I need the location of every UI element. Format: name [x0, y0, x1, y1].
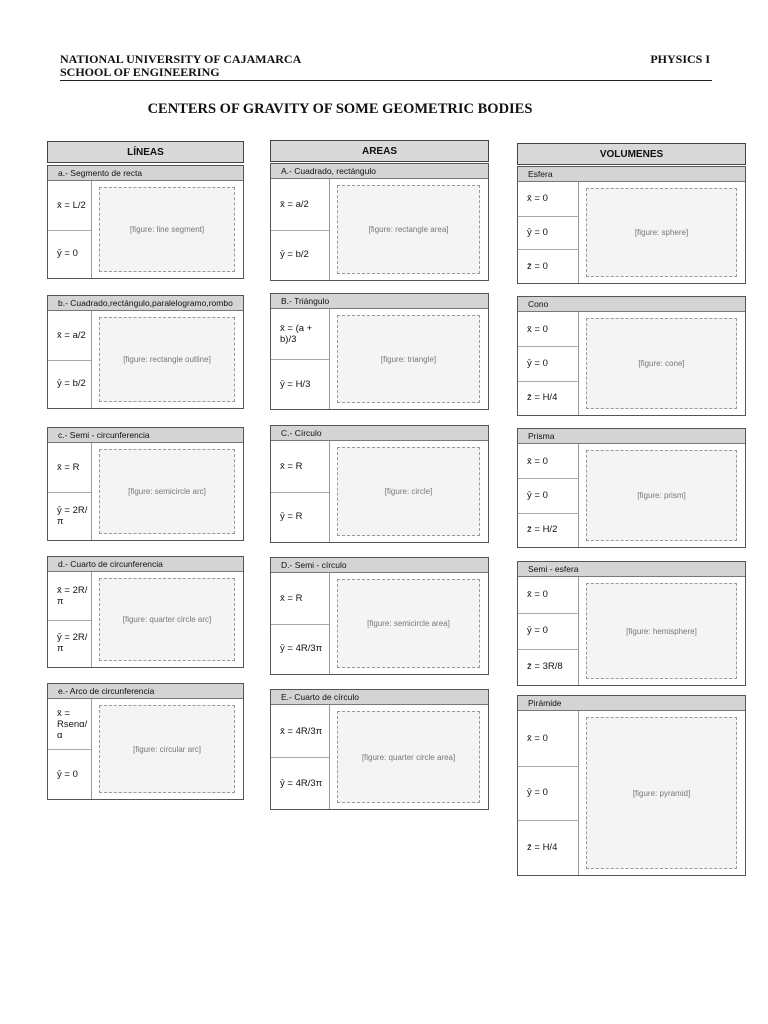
formula-divider	[518, 478, 578, 479]
centroid-formula: x̄ = R	[57, 461, 80, 473]
formula-divider	[518, 249, 578, 250]
formula-column	[48, 572, 92, 667]
figure-placeholder: [figure: cone]	[586, 318, 737, 409]
panel-areas-1	[270, 163, 489, 281]
centroid-formula: z̄ = H/2	[527, 524, 558, 536]
panel-title: Cono	[518, 297, 745, 312]
figure-placeholder: [figure: rectangle area]	[337, 185, 480, 274]
panel-volumenes-5	[517, 695, 746, 876]
centroid-formula: ȳ = b/2	[280, 249, 309, 261]
figure-placeholder: [figure: rectangle outline]	[99, 317, 235, 402]
centroid-formula: ȳ = 2R/π	[57, 632, 88, 655]
centroid-formula: z̄ = H/4	[527, 842, 558, 854]
formula-column	[271, 179, 330, 280]
panel-title: c.- Semi - circunferencia	[48, 428, 243, 443]
panel-volumenes-3	[517, 428, 746, 548]
panel-areas-4	[270, 557, 489, 675]
centroid-formula: x̄ = R	[280, 592, 303, 604]
centroid-formula: ȳ = 0	[527, 625, 548, 637]
centroid-formula: x̄ = a/2	[280, 198, 309, 210]
figure-placeholder: [figure: pyramid]	[586, 717, 737, 869]
figure-placeholder: [figure: hemisphere]	[586, 583, 737, 679]
panel-title: e.- Arco de circunferencia	[48, 684, 243, 699]
centroid-formula: x̄ = R	[280, 460, 303, 472]
centroid-formula: ȳ = 0	[57, 248, 78, 260]
formula-divider	[518, 766, 578, 767]
centroid-formula: ȳ = 4R/3π	[280, 643, 323, 655]
formula-divider	[518, 649, 578, 650]
figure-placeholder: [figure: sphere]	[586, 188, 737, 277]
panel-volumenes-1	[517, 166, 746, 284]
formula-divider	[271, 624, 329, 625]
formula-column	[48, 443, 92, 540]
centroid-formula: ȳ = 0	[527, 489, 548, 501]
centroid-formula: z̄ = 3R/8	[527, 661, 563, 673]
centroid-formula: ȳ = 0	[57, 768, 78, 780]
formula-divider	[518, 346, 578, 347]
centroid-formula: ȳ = H/3	[280, 378, 311, 390]
panel-title: b.- Cuadrado,rectángulo,paralelogramo,rombo	[48, 296, 243, 311]
column-heading-volumenes: VOLUMENES	[517, 143, 746, 165]
formula-divider	[271, 757, 329, 758]
formula-divider	[48, 620, 91, 621]
centroid-formula: x̄ = 2R/π	[57, 584, 88, 607]
formula-column	[271, 441, 330, 542]
figure-placeholder: [figure: line segment]	[99, 187, 235, 272]
centroid-formula: z̄ = H/4	[527, 392, 558, 404]
panel-title: a.- Segmento de recta	[48, 166, 243, 181]
panel-title: Esfera	[518, 167, 745, 182]
panel-title: C.- Círculo	[271, 426, 488, 441]
formula-column	[518, 182, 579, 283]
panel-title: B.- Triángulo	[271, 294, 488, 309]
panel-volumenes-2	[517, 296, 746, 416]
formula-divider	[518, 513, 578, 514]
formula-divider	[48, 360, 91, 361]
formula-column	[271, 309, 330, 409]
figure-placeholder: [figure: semicircle arc]	[99, 449, 235, 534]
centroid-formula: ȳ = 2R/π	[57, 504, 88, 527]
panel-lineas-3	[47, 427, 244, 541]
panel-areas-3	[270, 425, 489, 543]
figure-placeholder: [figure: prism]	[586, 450, 737, 541]
panel-lineas-2	[47, 295, 244, 409]
centroid-formula: x̄ = 0	[527, 193, 548, 205]
centroid-formula: ȳ = R	[280, 511, 303, 523]
formula-column	[518, 577, 579, 685]
centroid-formula: ȳ = b/2	[57, 378, 86, 390]
formula-divider	[518, 820, 578, 821]
figure-placeholder: [figure: circle]	[337, 447, 480, 536]
formula-column	[518, 711, 579, 875]
figure-placeholder: [figure: quarter circle arc]	[99, 578, 235, 661]
column-heading-areas: AREAS	[270, 140, 489, 162]
formula-column	[48, 699, 92, 799]
panel-title: A.- Cuadrado, rectángulo	[271, 164, 488, 179]
centroid-formula: x̄ = a/2	[57, 329, 86, 341]
formula-column	[518, 444, 579, 547]
figure-placeholder: [figure: triangle]	[337, 315, 480, 403]
page-header	[60, 53, 710, 79]
panel-lineas-5	[47, 683, 244, 800]
formula-divider	[48, 749, 91, 750]
centroid-formula: ȳ = 0	[527, 226, 548, 238]
centroid-formula: x̄ = 0	[527, 732, 548, 744]
centroid-formula: x̄ = 4R/3π	[280, 725, 323, 737]
centroid-formula: ȳ = 0	[527, 787, 548, 799]
centroid-formula: ȳ = 4R/3π	[280, 777, 323, 789]
panel-lineas-1	[47, 165, 244, 279]
formula-divider	[271, 230, 329, 231]
formula-divider	[518, 613, 578, 614]
header-rule	[60, 80, 712, 81]
centroid-formula: x̄ = 0	[527, 455, 548, 467]
panel-title: D.- Semi - círculo	[271, 558, 488, 573]
centroid-formula: x̄ = Rsenα/α	[57, 707, 88, 741]
centroid-formula: ȳ = 0	[527, 357, 548, 369]
panel-title: E.- Cuarto de círculo	[271, 690, 488, 705]
panel-title: Pirámide	[518, 696, 745, 711]
panel-title: d.- Cuarto de circunferencia	[48, 557, 243, 572]
panel-areas-5	[270, 689, 489, 810]
centroid-formula: x̄ = L/2	[57, 199, 86, 211]
course-name: PHYSICS I	[650, 52, 710, 66]
centroid-formula: x̄ = 0	[527, 323, 548, 335]
panel-volumenes-4	[517, 561, 746, 686]
page-title: CENTERS OF GRAVITY OF SOME GEOMETRIC BODIES	[147, 101, 533, 117]
university-name: NATIONAL UNIVERSITY OF CAJAMARCA	[60, 52, 302, 66]
figure-placeholder: [figure: circular arc]	[99, 705, 235, 793]
column-heading-lineas: LÍNEAS	[47, 141, 244, 163]
formula-divider	[518, 381, 578, 382]
formula-column	[48, 181, 92, 278]
centroid-formula: x̄ = 0	[527, 589, 548, 601]
formula-divider	[48, 230, 91, 231]
panel-areas-2	[270, 293, 489, 410]
formula-divider	[271, 359, 329, 360]
school-name: SCHOOL OF ENGINEERING	[60, 65, 220, 79]
formula-divider	[48, 492, 91, 493]
formula-column	[48, 311, 92, 408]
panel-lineas-4	[47, 556, 244, 668]
centroid-formula: z̄ = 0	[527, 260, 548, 272]
panel-title: Prisma	[518, 429, 745, 444]
formula-column	[271, 573, 330, 674]
panel-title: Semi - esfera	[518, 562, 745, 577]
formula-column	[271, 705, 330, 809]
formula-column	[518, 312, 579, 415]
centroid-formula: x̄ = (a + b)/3	[280, 323, 313, 345]
figure-placeholder: [figure: quarter circle area]	[337, 711, 480, 803]
formula-divider	[271, 492, 329, 493]
formula-divider	[518, 216, 578, 217]
figure-placeholder: [figure: semicircle area]	[337, 579, 480, 668]
